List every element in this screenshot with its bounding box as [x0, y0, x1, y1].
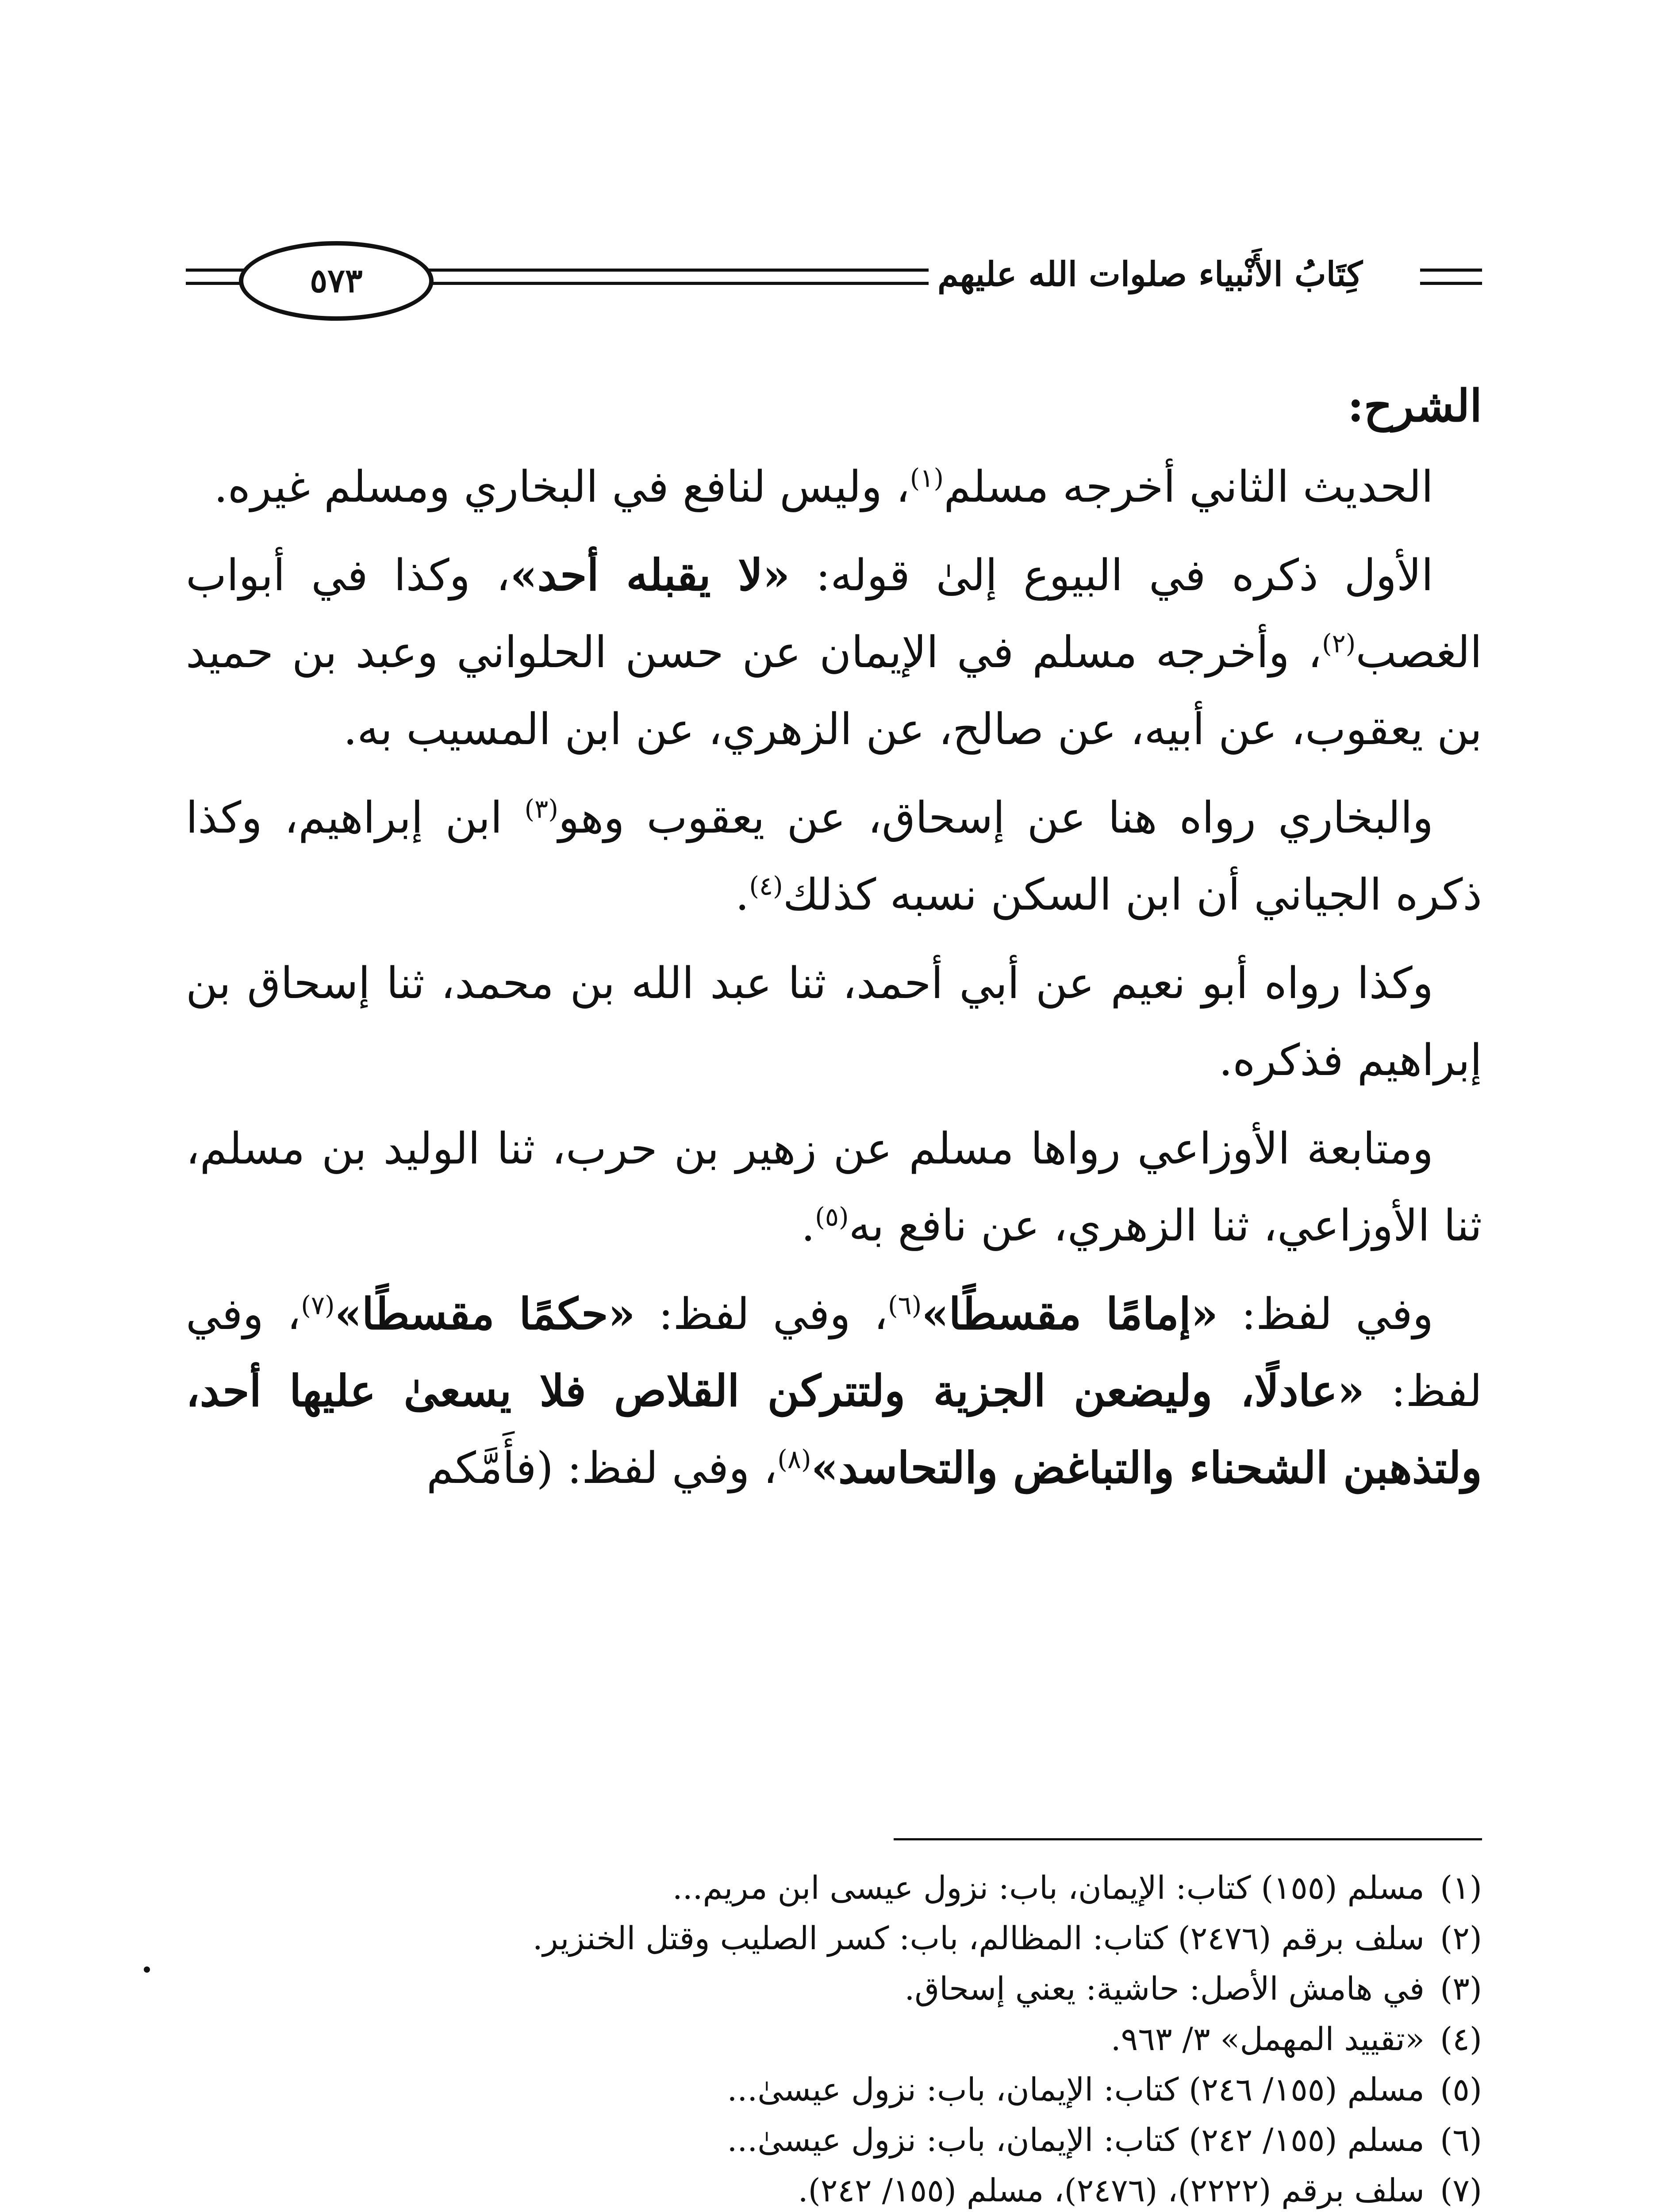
text-run: ابن إبراهيم، وكذا ذكره الجياني أن ابن السكن نسبه كذلك	[186, 793, 1482, 920]
quoted-phrase: «عادلًا، وليضعن الجزية ولتتركن القلاص فلا يسعىٰ عليها أحد، ولتذهبن الشحناء والتباغض والتحاسد»	[186, 1366, 1482, 1494]
footnote-ref-4[interactable]: (٤)	[749, 871, 783, 901]
text-run: الأول ذكره في البيوع إلىٰ قوله:	[790, 550, 1433, 601]
footnote-text: مسلم (١٥٥/ ٢٤٦) كتاب: الإيمان، باب: نزول عيسىٰ...	[727, 2071, 1425, 2108]
text-run: ، وفي لفظ:	[186, 1289, 1482, 1417]
footnote-ref-3[interactable]: (٣)	[524, 794, 558, 824]
footnote-text: سلف برقم (٢٤٧٦) كتاب: المظالم، باب: كسر الصليب وقتل الخنزير.	[532, 1920, 1425, 1957]
header-rule-left-top	[186, 269, 248, 272]
footnote-ref-1[interactable]: (١)	[910, 463, 944, 493]
paragraph-4: وكذا رواه أبو نعيم عن أبي أحمد، ثنا عبد الله بن محمد، ثنا إسحاق بن إبراهيم فذكره.	[186, 958, 1482, 1086]
margin-speck	[144, 1966, 150, 1973]
paragraph-5	[186, 1110, 1482, 1264]
main-text	[186, 367, 1482, 1518]
quoted-phrase: «حكمًا مقسطًا»	[334, 1289, 635, 1340]
footnote-number: (١)	[1440, 1869, 1482, 1906]
footnote-number: (٧)	[1440, 2172, 1482, 2209]
footnote-ref-5[interactable]: (٥)	[815, 1202, 849, 1232]
paragraph-2	[186, 537, 1482, 768]
paragraph-1	[186, 449, 1482, 526]
running-title: كِتَابُ الأَنْبياء صلوات الله عليهم	[929, 254, 1371, 294]
text-run: ومتابعة الأوزاعي رواها مسلم عن زهير بن حرب، ثنا الوليد بن مسلم، ثنا الأوزاعي، ثنا الزهري، عن نافع به	[186, 1124, 1482, 1251]
section-heading: الشرح:	[1347, 380, 1482, 432]
footnote-6	[186, 2115, 1482, 2165]
page-number: ٥٧٣	[310, 262, 363, 300]
header-rule-right-top	[1420, 269, 1482, 272]
footnote-number: (٣)	[1440, 1970, 1482, 2007]
footnote-text: مسلم (١٥٥/ ٢٤٢) كتاب: الإيمان، باب: نزول عيسىٰ...	[727, 2121, 1425, 2158]
text-run: الحديث الثاني أخرجه مسلم	[944, 462, 1433, 512]
footnote-number: (٤)	[1440, 2020, 1482, 2058]
footnote-1	[186, 1863, 1482, 1913]
quoted-phrase: «إمامًا مقسطًا»	[922, 1289, 1218, 1340]
footnote-separator	[894, 1838, 1482, 1840]
footnote-ref-8[interactable]: (٨)	[777, 1444, 811, 1475]
text-run: والبخاري رواه هنا عن إسحاق، عن يعقوب وهو	[558, 793, 1433, 843]
text-run: ، وأخرجه مسلم في الإيمان عن حسن الحلواني وعبد بن حميد بن يعقوب، عن أبيه، عن صالح، عن الزهري، عن ابن المسيب به.	[186, 627, 1482, 755]
paragraph-6	[186, 1276, 1482, 1507]
text-run: .	[801, 1201, 815, 1251]
footnote-number: (٥)	[1440, 2071, 1482, 2108]
text-run: .	[735, 870, 749, 920]
text-run: ، وفي لفظ: (فأَمَّكم	[426, 1443, 778, 1494]
quoted-hadith: «لا يقبله أحد»	[510, 550, 790, 601]
footnote-2	[186, 1913, 1482, 1963]
footnote-text: في هامش الأصل: حاشية: يعني إسحاق.	[904, 1970, 1425, 2007]
footnote-text: «تقييد المهمل» ٣/ ٩٦٣.	[1110, 2020, 1425, 2058]
footnotes	[186, 1863, 1482, 2212]
text-run: ، وليس لنافع في البخاري ومسلم غيره.	[214, 462, 910, 512]
footnote-ref-6[interactable]: (٦)	[887, 1290, 922, 1321]
text-run: ، وفي لفظ:	[635, 1289, 888, 1340]
footnote-number: (٦)	[1440, 2121, 1482, 2158]
footnote-text: مسلم (١٥٥) كتاب: الإيمان، باب: نزول عيسى ابن مريم...	[672, 1869, 1425, 1906]
page-header	[186, 241, 1482, 321]
header-rule-right-bottom	[1420, 282, 1482, 285]
footnote-number: (٢)	[1440, 1920, 1482, 1957]
footnote-3	[186, 1963, 1482, 2014]
footnote-ref-7[interactable]: (٧)	[301, 1290, 335, 1321]
footnote-5	[186, 2064, 1482, 2115]
text-run: ، وكذا في أبواب الغصب	[186, 550, 1482, 678]
paragraph-3	[186, 780, 1482, 933]
page-number-badge	[239, 241, 434, 321]
text-run: وفي لفظ:	[1218, 1289, 1434, 1340]
footnote-ref-2[interactable]: (٢)	[1321, 628, 1356, 659]
footnote-4	[186, 2014, 1482, 2064]
header-rule-left-bottom	[186, 282, 248, 285]
footnote-7	[186, 2165, 1482, 2212]
footnote-text: سلف برقم (٢٢٢٢)، (٢٤٧٦)، مسلم (١٥٥/ ٢٤٢).	[798, 2172, 1425, 2209]
